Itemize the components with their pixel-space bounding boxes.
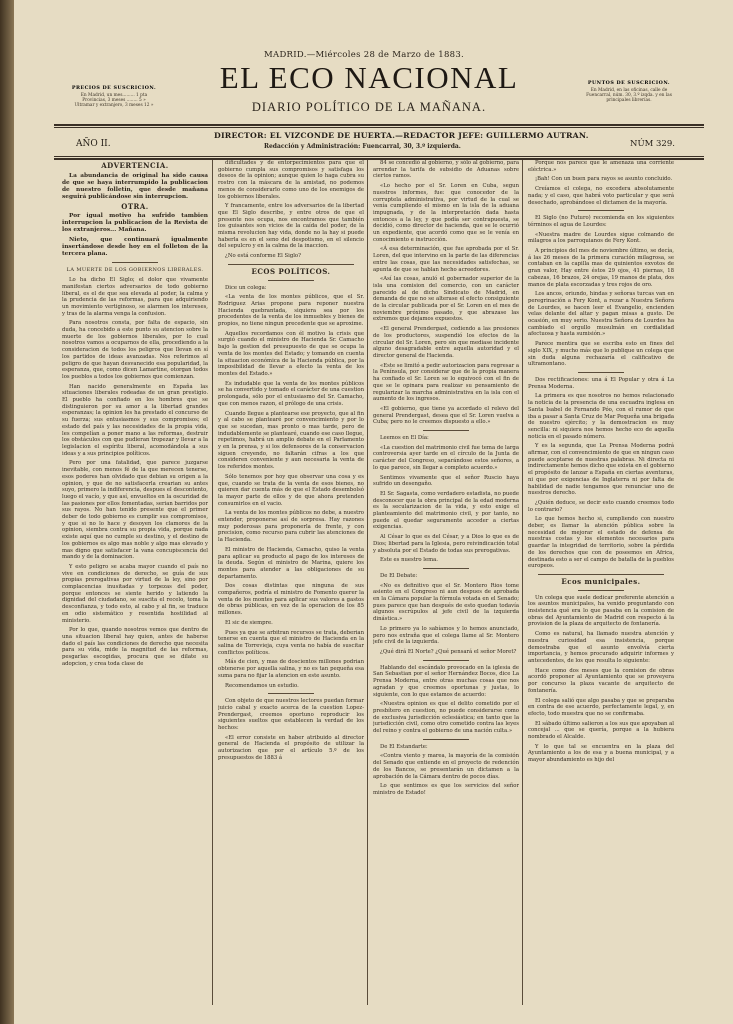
article-paragraph: «Á esa determinación, que fue aprobada por el Sr. Loren, del que intervino en la parte de las diferencias entre las cosas, que las necesidades satisfechas, se apunta de que se hablan hecho acreedores. bbox=[373, 246, 519, 273]
article-paragraph: Para nosotros consta, por falta de espacio, sin duda, ha concebido a este punto su atencion sobre la muerte de los gobiernos liberales, por lo cual nosotros vamos a ocuparnos de ella, procediendo a la consideracion de todos los peligros que llevan en sí los partidos de ideas avanzadas. Nos referimos al peligro de que hayan desvanecido esa popularidad, la esperanza, que, como dicen Lamartine, otorgan todos los pueblos a todos los gobiernos que comienzan. bbox=[62, 320, 208, 380]
article-paragraph: Dice un colega: bbox=[225, 284, 267, 291]
article-paragraph: «Lo hecho por el Sr. Loren en Cuba, segun nuestros informes, fue: que conocedor de la corruptela administrativa, por virtud de la cual se venía cumpliendo el mismo en la isla de la aduana impugnada, y de la interpretación dada hasta entonces a la ley, y que podía ser contrapuesta, se decidió, como director de hacienda, que se le ocurrió un expediente, que acordó como que se le venía en conocimiento e instrucción. bbox=[373, 183, 519, 243]
article-paragraph: El sábado último salieron a los sus que apoyaban al concejal ... que se quería, porque a la hubiera nombrado el Alcalde. bbox=[528, 720, 674, 741]
article-paragraph: Porque nos parece que le amenaza una corriente eléctrica.» bbox=[528, 160, 674, 173]
article-paragraph: Al César lo que es del César, y a Dios lo que es de Dios; libertad para la Iglesia, pero reivindicación total y absoluta por el Estado de todas sus prerogativas. bbox=[373, 534, 519, 554]
article-paragraph: Este es nuestro lema. bbox=[380, 557, 438, 564]
binding-gutter bbox=[0, 0, 14, 1024]
article-paragraph: Lo primero ya lo sabíamos y lo hemos anunciado, pero nos extraña que el colega llame al Sr. Montero jefe civil de la izquierda. bbox=[373, 625, 519, 646]
article-paragraph: Es indudable que la venta de los montes públicos se ha convertido y tomado el carácter de una cuestion prolongada, sólo por el entusiasmo del Sr. Camacho, que con menos razon, el prólogo de una crisis. bbox=[218, 380, 364, 407]
article-paragraph: Hablando del escándalo provocado en la iglesia de San Sebastian por el señor Hernández Bocos, dice La Prensa Moderna, entre otras muchas cosas que nos agradan y que creemos oportunas y justas, lo siguiente, con lo que estamos de acuerdo: bbox=[373, 664, 519, 698]
separator bbox=[268, 280, 314, 281]
column-2 bbox=[218, 160, 364, 1010]
notice-text-2: Por igual motivo ha sufrido tambien interrupcion la publicacion de la Revista de los extranjeros... Mañana. bbox=[62, 213, 208, 234]
separator bbox=[423, 739, 469, 740]
article-paragraph: El Siglo (no Futuro) recomienda en los siguientes términos el agua de Lourdes: bbox=[528, 215, 674, 228]
article-paragraph: 84 se concedió al gobierno, y sólo al gobierno, para arrendar la tarifa de subsidio de Aduanas sobre ciertos ramos. bbox=[373, 160, 519, 180]
article-paragraph: Hace como dos meses que la comision de obras acordó proponer al Ayuntamiento que se proveyera por concurso la plaza vacante de arquitecto de fontanería. bbox=[528, 667, 674, 694]
article-paragraph: Lo que sentimos es que los servicios del señor ministro de Estado! bbox=[373, 783, 519, 796]
column-4 bbox=[528, 160, 674, 1010]
points-title: PUNTOS DE SUSCRICION. bbox=[587, 80, 671, 86]
notice-heading-2: OTRA. bbox=[121, 201, 149, 211]
separator bbox=[423, 430, 469, 431]
article-paragraph: Sentimos vivamente que el señor Ruscio haya sufrido un desengaño. bbox=[373, 474, 519, 488]
prices-title: PRECIOS DE SUSCRICION. bbox=[71, 85, 157, 91]
article-paragraph: Lo que hemos hecho si, cumpliendo con nuestro deber, es llamar la atención pública sobre la necesidad de mejorar el estado de defensa de nuestras costas y los elementos necesarios para guardar la integridad de territorio, sobre la pérdida de los derechos que con de poseemos en Africa, destinada esto a ser el campo de batalla de la pueblos europeos. bbox=[528, 516, 674, 570]
article-paragraph: Aquellos recordamos con él motivo la crisis que surgió cuando el ministro de Hacienda Sr. Camacho bajo la gestion del presupuesto de que se ocupa la venta de los montes del Estado; y tomando en cuenta la situacion económica de la Hacienda pública, por la imposibilidad de llevar a efecto la venta de los montes del Estado.» bbox=[218, 330, 364, 377]
header-rule-bottom bbox=[54, 156, 704, 157]
article-paragraph: Más de cien, y mas de doscientos millones podrian obtenerse por aquella salina, y no es tan pequeña esa suma para no fijar la atencion en este asunto. bbox=[218, 659, 364, 679]
notice-text-3: Nieto, que continuará igualmente insertándose desde hoy en el folleton de la tercera plana. bbox=[62, 237, 208, 258]
section-heading: ECOS POLÍTICOS. bbox=[251, 266, 331, 276]
masthead-subtitle: DIARIO POLÍTICO DE LA MAÑANA. bbox=[251, 100, 487, 114]
separator bbox=[228, 264, 354, 265]
article-paragraph: «Nuestra opinion es que el delito cometido por el presbítero en cuestion, no puede considerarse como de exclusiva jurisdicción eclesiástica; en tanto que la jurisdicción civil, como otro cometido contra las leyes del reino y contra el gobierno de una nación culta.» bbox=[373, 701, 519, 735]
article-paragraph: Parece mentira que se escriba esto en fines del siglo XIX, y mucho más que lo publique un colega que sin duda alguna rechazaría el calificativo de ultramontano. bbox=[528, 341, 674, 368]
header-rule-top-thin bbox=[54, 127, 704, 128]
article-paragraph: «No es definitivo que el Sr. Montero Rios tome asiento en el Congreso ni aun despues de aprobada en la Cámara popular la fórmula votada en el Senado; pues parece que han después de esto quedan todavía algunos escrúpulos al jefe civil de la izquierda dinástica.» bbox=[373, 582, 519, 623]
article-paragraph: Pues ya que se arbitran recursos se trata, deberian tenerse en cuenta que el ministro de Hacienda en la salina de Torrevieja, cuya venta no había de suscitar conflictos políticos. bbox=[218, 629, 364, 656]
article-paragraph: La venta de los montes públicos no debe, a nuestro entender, proponerse así de sorpresa. Hay razones muy poderosas para proponerla de frente, y con precision, como recurso para cubrir las atenciones de la Hacienda. bbox=[218, 510, 364, 544]
article-heading: LA MUERTE DE LOS GOBIERNOS LIBERALES. bbox=[66, 267, 204, 274]
masthead-title: EL ECO NACIONAL bbox=[219, 60, 519, 95]
article-paragraph: «Este se limitó a pedir autorizacion para regresar a la Península, por considerar que de la propia manera ha confiado el Sr. Loren se lo equivocó con el fin de que se le opinara para realizar su pensamiento de regularizar la marcha administrativa en la isla con el aumento de los ingresos. bbox=[373, 362, 519, 403]
article-paragraph: Y lo que tal se encuentra en la plaza del Ayuntamiento a los de esa y a buena municipal, y a mayor abundamiento es hijo del bbox=[528, 743, 674, 764]
article-paragraph: Un colega que suele dedicar preferente atención a los asuntos municipales, ha venido preguntando con insistencia qué era lo que pasaba en la comision de obras del Ayuntamiento de Madrid con respecto á la provision de la plaza de arquitecto de fontanería. bbox=[528, 594, 674, 628]
admin-line: Redacción y Administración: Fuencarral, 30, 3.º izquierda. bbox=[264, 143, 461, 150]
director-line: DIRECTOR: EL VIZCONDE DE HUERTA.—REDACTOR JEFE: GUILLERMO AUTRAN. bbox=[214, 131, 589, 140]
column-3 bbox=[373, 160, 519, 1010]
article-paragraph: Pero por una fatalidad, que parece juzgarse inevitable, con menos fé de la que merecen tenerse, esos poderes han olvidado que debian su origen a la opinion, y que de no satisfacerla crearian su antes suyo, primero la indiferencia, despues el descontento, luego el vacío, y que así, envueltos en la oscuridad de las pasiones por ellos fomentadas, serian barridos por sus rayos. No han tenido presente que el primer deber de todo gobierno es cumplir sus compromisos, y que si no lo hace y desoyen los clamores de la opinion, siembra contra su propia vida, porque nada existe aquí que no cumple su destino, y el destino de los gobiernos es algo mas noble y algo mas elevado y mas digno que satisfacer la vana concupiscencia del mando y de la dominacion. bbox=[62, 460, 208, 561]
separator bbox=[112, 262, 158, 263]
article-paragraph: La primera es que nosotros no hemos relacionado la noticia de la presencia de una escuadra inglesa en Santa Isabel de Fernando Póo, con el rumor de que iba a pasar a Santa Cruz de Mar Pequeña una brigada de nuestro ejército; y la demostracion es muy sencilla: ni siquiera nos hemos hecho eco de aquella noticia en el pasado número. bbox=[528, 393, 674, 440]
column-divider bbox=[367, 160, 368, 1005]
article-paragraph: Lo ha dicho El Siglo; el dolor que vivamente manifestan ciertos adversarios de todo gobierno liberal, es el de que sea elevada al poder, la calma y la prudencia de las reformas, para que adquiriendo un movimiento vertiginoso, se alarmen los intereses, y tras de la alarma venga la confusion. bbox=[62, 277, 208, 317]
article-paragraph: «Nuestra madre de Lourdes sigue colmando de milagros a los parroquianos de Fery Kont. bbox=[528, 231, 674, 245]
header-rule-top bbox=[54, 124, 704, 126]
year-label: AÑO II. bbox=[76, 139, 111, 149]
article-paragraph: «El general Prendergast, cediendo a las presiones de los productores, suspendió los efectos de la circular del Sr. Loren, pero sin que mediase incidente alguno desagradable entre aquella autoridad y el director general de Hacienda. bbox=[373, 326, 519, 359]
issue-number: NÚM 329. bbox=[630, 139, 675, 149]
article-paragraph: Recomendamos un estudio. bbox=[225, 682, 299, 689]
points-line: En Madrid, en las oficinas, calle de bbox=[590, 88, 668, 93]
price-line: Ultramar y extranjero, 3 meses 12 » bbox=[74, 103, 154, 109]
column-divider bbox=[212, 160, 213, 1005]
column-1 bbox=[62, 160, 208, 1010]
article-paragraph: Creíamos el colega, no excedera absolutamente nada; y el caso, que habrá voto particular y que será desechado, aprobándose el dictamen de la mayoría. bbox=[528, 186, 674, 206]
article-paragraph: Los ancos, oriundo, hindas y señoras turcas van en peregrinación a Fery Kont, a rezar a Nuestra Señora de Lourdes, se hacen leer el Evangelio, encienden velas delante del altar y pagan misas a gusto. De ocasión, en muy serio. Nuestra Señora de Lourdes ha cambiado el orgullo musulmán en cordialidad afectuosa y hasta sumisión.» bbox=[528, 291, 674, 338]
article-paragraph: «La venta de los montes públicos, que el Sr. Rodriguez Arias propone para reponer nuestra Hacienda quebrantada, siquiera sea por los procedentes de la venta de los inmuebles y bienes de propios, no tiene ningun precedente que se aproxime. bbox=[218, 294, 364, 328]
separator bbox=[423, 568, 469, 569]
article-paragraph: Cuando llegue a plantearse ese proyecto, que al fin y al cabo se plantearé por convencimiento y por lo que se sucedan, mas pronto o mas tarde, pero de indudablemente se plantearé, cuando ese caso llegue, repetimos, habrá un amplio debate en el Parlamento y en la prensa, y si los defensores de la conservacion siguen creyendo, no faltarán cifras a los que consideren conveniente y aun necesaria la venta de los referidos montes. bbox=[218, 410, 364, 471]
article-paragraph: Y esto peligro se acaba mayor cuando el país no vive en condiciones de derecho, se guía de sus propias prerogativas por virtud de la ley, sino por complacencias inusitadas y torpezas del poder, porque entonces se siente herido y latiendo la dignidad del ciudadano, se suscita el recelo, toma la desconfianza, y todo esto, al cabo y al fin, se traduce en odio sistemático y resentida hostilidad al ministerio. bbox=[62, 563, 208, 624]
article-paragraph: Dos rectificaciones: una á El Popular y otra á La Prensa Moderna. bbox=[528, 376, 674, 390]
article-paragraph: De El Estandarte: bbox=[380, 743, 428, 750]
newspaper-page bbox=[14, 0, 733, 1024]
points-line: Fuencarral, núm. 30, 3.º izqda. y en las bbox=[586, 93, 672, 99]
separator bbox=[578, 590, 624, 591]
article-paragraph: Sólo tenemos por hoy que observar una cosa y es que, cuando se trata de la venta de esos bienes, no quieren dar cuenta más de que el Estado desembolsó la mayor parte de ellos y de que ahora pretenden consumirlos en el vacio. bbox=[218, 473, 364, 507]
article-paragraph: Con objeto de que nuestros lectores puedan formar juicio cabal y exacto acerca de la cuestion Lopez-Prendergast, creemos oportuno reproducir los siguientes sueltos que establecen la verdad de los hechos: bbox=[218, 698, 364, 732]
article-paragraph: Por lo que, quando nosotros vemos que dentro de una situacion liberal hay quien, antes de haberse dado el país las condiciones de derecho que necesita para su vida, mide la magnitud de las reformas, pesgarlas escogidas, procura que se dilate su adopcion, y crea toda clase de bbox=[62, 627, 208, 667]
separator bbox=[578, 210, 624, 211]
article-paragraph: «El gobierno, que tiene ya acordado el relevo del general Prendergast, desea que el Sr. Loren vuelva a Cuba; pero no le creemos dispuesto a ello.» bbox=[373, 405, 519, 426]
article-paragraph: Y es la segunda, que La Prensa Moderna podrá afirmar, con el convencimiento de que en ningun caso puede aceptarse de nuestras palabras. Ni directa ni indirectamente hemos dicho que exista en el gobierno el propósito de lanzar a España en ciertas aventuras, ni que por exigencias de Inglaterra ni por falta de habilidad de nadie tengamos que renunciar uno de nuestros derecho. bbox=[528, 443, 674, 497]
notice-heading: ADVERTENCIA. bbox=[101, 161, 169, 170]
article-paragraph: ¿No está conforme El Siglo? bbox=[225, 253, 301, 260]
article-paragraph: ¡Bah! Con un buen para rayos se asunto concluido. bbox=[535, 176, 673, 183]
price-line: En Madrid, un mes......... 1 pta bbox=[80, 93, 148, 98]
article-paragraph: El sic de siempre. bbox=[225, 619, 273, 626]
article-paragraph: De El Debate: bbox=[380, 572, 418, 579]
article-paragraph: El Sr. Sagasta, como verdadero estadista, no puede desconocer que la obra principal de la edad moderna es la secularizacion de la vida, y esto exige el planteamiento del matrimonio civil, y por tanto, no puede el quedar seguramente acceder a ciertas exigencias. bbox=[373, 490, 519, 531]
article-paragraph: «Así las cosas, anuló el gobernador superior de la isla una comision del comercio, con un carácter parecido al de dicho Sindicato de Madrid, en demanda de que no se alterase el efecto consiguiente de la circular publicada por el Sr. Loren en el mes de noviembre próximo pasado, y que abrazase las extremos que dejamos expuestos. bbox=[373, 276, 519, 323]
article-paragraph: A principios del mes de noviembre último, se decía, á las 26 meses de la primera curación milagrosa, se contaban en la capilla mas de quinientos exvotos de gran valor, Hay entre éstos 29 ojos, 41 piernas, 18 cabezas, 16 brazos, 24 orejas, 19 manos de plata, dos manos de plata escorzadas y tres rojos de oro. bbox=[528, 248, 674, 288]
article-paragraph: El ministro de Hacienda, Camacho, quiso la venta para aplicar su producto al pago de los intereses de la deuda. Según el ministro de Marina, quiere los montes para atender a las obligaciones de su departamento. bbox=[218, 546, 364, 580]
notice-text: La abundancia de original ha sido causa de que se haya interrumpido la publicacion de nuestro folletin, que desde mañana seguirá publicándose sin interrupcion. bbox=[62, 172, 208, 200]
article-paragraph: «La cuestion del matrimonio civil fue tema de larga controversia ayer tarde en el círculo de la Junta de carácter del Congreso, separándose estos señores, a lo que parece, sin llegar a completo acuerdo.» bbox=[373, 444, 519, 471]
points-line: principales librerías. bbox=[606, 98, 652, 104]
separator bbox=[578, 372, 624, 373]
article-paragraph: Leemos en El Día: bbox=[380, 435, 429, 442]
article-paragraph: Dos cosas distintas que ninguna de sus compañeros, podría el ministro de Fomento querer la venta de los montes para aplicar sus valores a gastos de obras públicas, en vez de la operacion de los 85 millones. bbox=[218, 583, 364, 617]
separator bbox=[423, 660, 469, 661]
separator bbox=[538, 574, 664, 575]
column-divider bbox=[522, 160, 523, 1005]
subscription-prices bbox=[59, 85, 169, 109]
subscription-points bbox=[574, 80, 684, 104]
dateline: MADRID.—Miércoles 28 de Marzo de 1883. bbox=[264, 50, 465, 60]
article-paragraph: Han nacido generalmente en España las situaciones liberales rodeadas de un gran prestigio. El pueblo ha confiado en los hombres que se distinguieron por su amor a la libertad grandes esperanzas; la opinion les ha prestado el concurso de su fuerza; sus entusiasmos y sus compromisos; el estado del país y las necesidades de la propia vida, les compelían a poner mano a las reformas, destruir los obstáculos con que pudieran tropezar y llevar a la legislacion el espíritu liberal, acomodándola a sus ideas y a sus principios políticos. bbox=[62, 383, 208, 457]
article-paragraph: ¿Qué dirá El Norte? ¿Qué pensará el señor Moret? bbox=[380, 649, 517, 655]
article-paragraph: Y francamente, entre los adversarios de la libertad que El Siglo describe, y entre otros de que el presente nos ocupa, nos encontramos que también los guisantes son vicios de la caída del poder, de la misma revolucion hay vida, donde no la hay si puede haberla es en el seno del despotismo, en el silencio del sepulcro y en la calma de la inaccion. bbox=[218, 203, 364, 250]
article-paragraph: El colega salió que algo pasaba y que se preparaba en contra de ese acuerdo, perfectamente legal, y, en efecto, todo muestra que no se confirmaba. bbox=[528, 697, 674, 717]
article-paragraph: ¿Quién deduce, se decir esto cuando creemos todo lo contrario? bbox=[528, 499, 674, 513]
article-paragraph: Como es natural, ha llamado nuestra atención y nuestra curiosidad esa insistencia, porque demostraba que el asunto envolvía cierta importancia, y hemos procurado adquirir informes y antecedentes, de los que resulta lo siguiente: bbox=[528, 631, 674, 664]
article-paragraph: «El error consiste en haber atribuido al director general de Hacienda el propósito de utilizar la autorizacion que por el artículo 5.º de los presupuestos de 1883 á bbox=[218, 734, 364, 761]
article-paragraph: «Contra viento y marea, la mayoría de la comisión del Senado que entiende en el proyecto de redención de los Bancos, se presentarán un dictamen a la aprobación de la Cámara dentro de pocos días. bbox=[373, 753, 519, 780]
article-paragraph: dificultades y de entorpecimientos para que el gobierno cumpla sus compromisos y satisfaga los deseos de la opinion; aunque quien lo haga cubra su rostro con la máscara de la amistad, no podemos menos de considerarlo como uno de los enemigos de los gobiernos liberales. bbox=[218, 160, 364, 200]
section-heading: Ecos municipales. bbox=[561, 576, 641, 586]
price-line: Provincias, 3 meses ........ 5 » bbox=[82, 98, 146, 104]
separator bbox=[268, 693, 314, 694]
